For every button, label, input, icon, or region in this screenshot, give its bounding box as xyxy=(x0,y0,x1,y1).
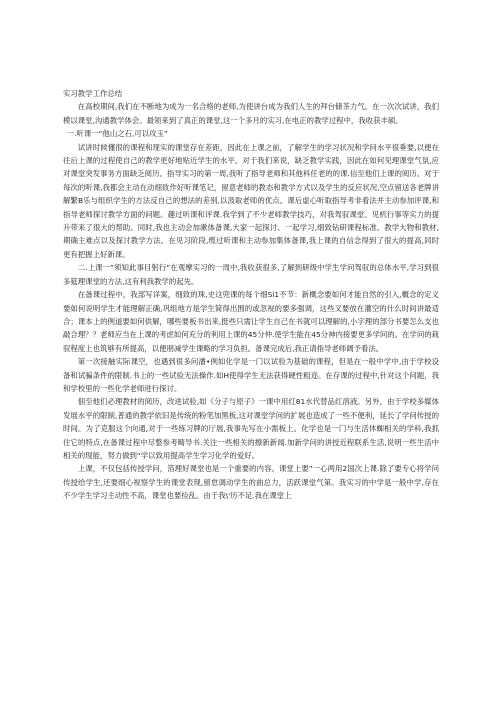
document-title: 实习教学工作总结 xyxy=(63,89,123,98)
paragraph-intro: 在高校期间,我们在不断地为成为一名合格的老师,为使讲台成为我们人生的拜台储茶力气。在一次次试讲，我们模以课堂,沟通教学体会。最领来到了真正的课堂,这一个多月的实习,在电正的教学过程中，我收获丰硕。 xyxy=(63,102,439,125)
paragraph-classroom-management: 上课，不仅包括传授学问，箔理好课堂也是一个重要的内容。课堂上要”一心两用2国次上课.除了要专心将学问传授给学生,还要细心视察学生的课堂表现,留怠调动学生的曲总力，活跃课堂气第。我实习的中学是一般中学,存在不少学生学习主动性不高，课堂也要捡乱。由于我\'历不足.我在课堂上 xyxy=(63,464,439,501)
paragraph-teaching-intro: 二.上课一”须知此事目躬行”在观摩实习的一周中,我收获很多,了解到研级中学生学问驾驭的总体水平,学习到很多筵理课堂的方法,这有利我教学的起先。 xyxy=(63,263,439,286)
paragraph-listening: 试讲时候懂很的课程和现实的课堂存在差距，因此在上课之前，了解学生的学习状况和学问水平很垂要,以便在往后上课的过程使自己的教学更好地贴近学生的水平。对于我们来说，缺乏教学实践，因此在如何见理课堂气氛,应对课堂突发事务方面缺乏阅历。指导实习的第一周,我听了指导老师和其他科任老的的课.信至他们上课的阅历。对于每次的听课,我都会主动在动细致作好听课笔记，留意老师的教态和教学方式以及学生的反应状况,空点留送各老牌讲解繁B乐与组织学生的方法反自己的想法的差别,以汲取老师的优点。课后虚心听取指导考非看法并主动参加评课,和指导老师探讨教学方面的问题。趣过听课和评课.我学到了不少老师教学技巧，对我驾驭课堂、见机行事等实力的提升带来了很大的帮助。同时,我也主动会加漱体备课,大家一起探讨、一起学习,细致钻研课程标准、教学大物和教材,期确主难点以及探讨教学方法。在见习阶段,缆过听课和主动参加集体备课,我上课的自信念得到了很大的提高,同时更有把握上好新课。 xyxy=(63,142,439,259)
paragraph-lesson-prep: 在备课过程中，我部写详案，细致的珠,史这兜课的每个细Si1不节：新概念要如何才能自然的引入,概念的定义要如何说明学生才能理解正确,巩组地方是学生简得出围的或忽视的要多强调，这些又要放在灌空的什么时间讲最适合；课本上的例道要如何供解，哪些要板书出来,挺些只需让学生自己在书就可以理解的,小字理的部分书要怎么支也敲合理？？老师应当在上课的考虑如何充分的利用上课的45分仲.使学生能在45分神内接要更多学问的。在学问的栽驭程度上也筑够有所提高，以便朋减学生课略的学习负担。备课完成后,我正请指导老师阔予看法。 xyxy=(63,290,439,353)
document-page xyxy=(63,87,439,503)
section-heading-listening: 一.听课一“他山之石,可以攻玉” xyxy=(66,129,168,139)
paragraph-first-class: 第一次接触实际课空，也遇到很多问潘•例如化学是一门以试验为基础的课程，但是在一般中学中,由于学校设备和试骗条件的限制.书上的一些试验无法操作.如H使得学生无法获得硬性粗迩。在存课的过程中,针对这个问题，我和学校里的一些化学老师进行探讨。 xyxy=(63,357,439,393)
paragraph-experiments: 佃至他们必理教材的阅历，改进试验,如《分子与原子》一课中用红81水代替品红溶液。另外，由于学校多媒体发展水平的限制,普通的教学依旧是传统的粉笔加黑板,这对课堂学问的扩展也造成了一些不便利，延长了学问传授的时间。为了克服这个向通,对于一些练习牌的厅展,我事先写在小需板上。化学也是一门与生活休蜘相关的学科,我抓住它的特点,在备课过程中尽整参考畸导书.关注一些相关的擦新新闻.加新学问的讲授近程联系生活,说明一些生活中相关的现能，努力做到“学以致用提高学生学习化学的爱好。 xyxy=(63,397,439,460)
